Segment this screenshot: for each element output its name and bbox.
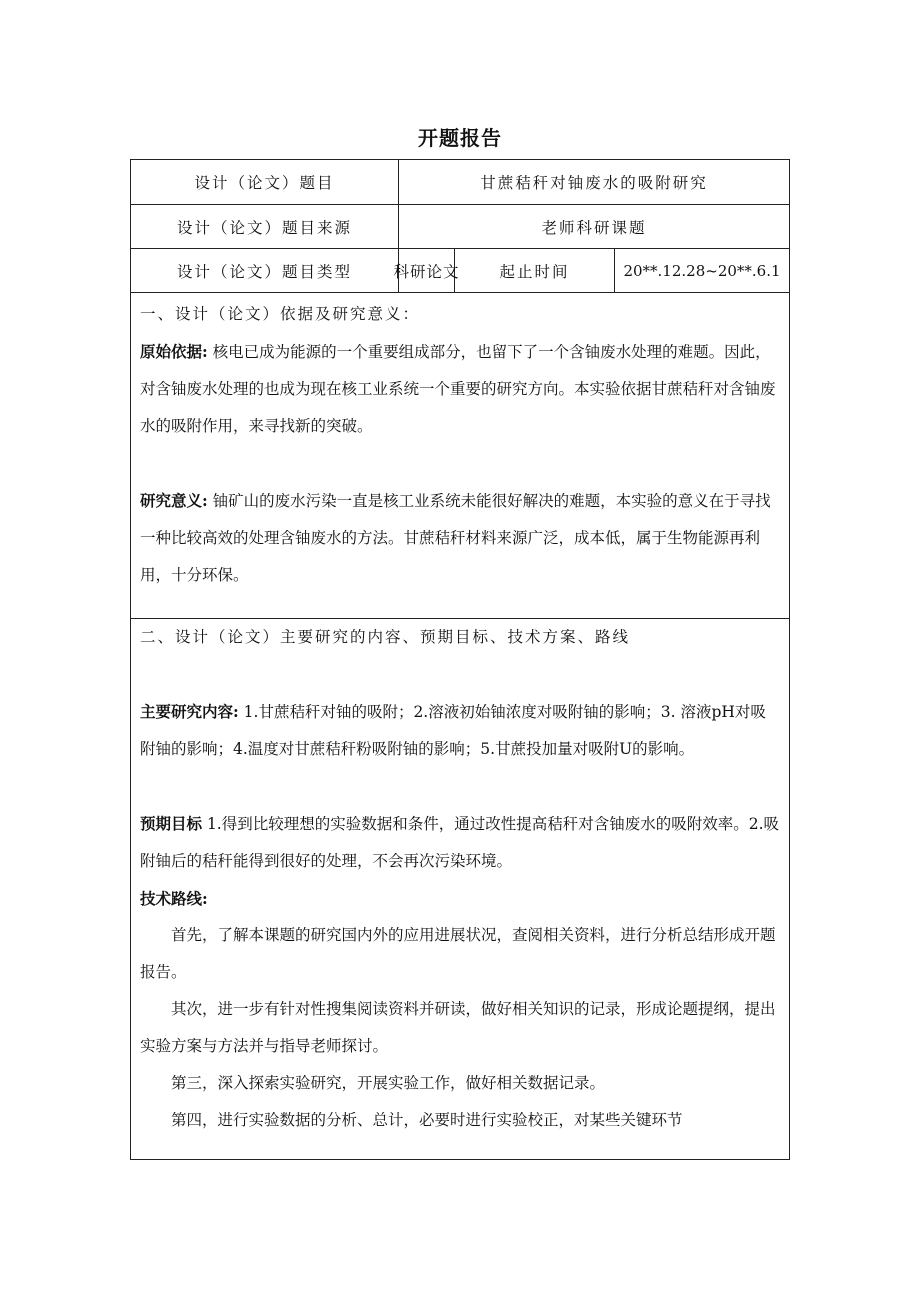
goal-label: 预期目标 xyxy=(140,814,203,833)
topic-value: 甘蔗秸秆对铀废水的吸附研究 xyxy=(480,174,708,192)
source-value: 老师科研课题 xyxy=(541,218,647,237)
row-divider xyxy=(131,292,789,293)
section-basis xyxy=(140,296,780,594)
route-step: 第四，进行实验数据的分析、总计，必要时进行实验校正，对某些关键环节 xyxy=(171,1111,683,1129)
content-label: 主要研究内容: xyxy=(140,702,239,721)
type-label: 设计（论文）题目类型 xyxy=(176,262,352,281)
section1-heading: 一、设计（论文）依据及研究意义： xyxy=(140,305,421,323)
source-label: 设计（论文）题目来源 xyxy=(176,218,352,237)
blank-line xyxy=(140,656,780,693)
goal-text: 1.得到比较理想的实验数据和条件，通过改性提高秸秆对含铀废水的吸附效率。2.吸附铀后的秸秆能得到很好的处理，不会再次污染环境。 xyxy=(140,815,780,870)
topic-label: 设计（论文）题目 xyxy=(194,174,335,192)
section2-heading: 二、设计（论文）主要研究的内容、预期目标、技术方案、路线 xyxy=(140,628,631,646)
route-step: 首先，了解本课题的研究国内外的应用进展状况，查阅相关资料，进行分析总结形成开题报告。 xyxy=(140,926,776,981)
content-paragraph xyxy=(140,693,780,768)
route-step: 第三，深入探索实验研究，开展实验工作，做好相关数据记录。 xyxy=(171,1074,606,1092)
significance-text: 铀矿山的废水污染一直是核工业系统未能很好解决的难题，本实验的意义在于寻找一种比较高效的处理含铀废水的方法。甘蔗秸秆材料来源广泛，成本低，属于生物能源再利用，十分环保。 xyxy=(140,492,771,584)
section-content xyxy=(140,619,780,1139)
period-label: 起止时间 xyxy=(499,262,570,281)
route-label: 技术路线: xyxy=(140,889,208,908)
route-step: 其次，进一步有针对性搜集阅读资料并研读，做好相关知识的记录，形成论题提纲，提出实验方案与方法并与指导老师探讨。 xyxy=(140,1000,776,1055)
content-text: 1.甘蔗秸秆对铀的吸附；2.溶液初始铀浓度对吸附铀的影响；3. 溶液pH对吸附铀的影响；4.温度对甘蔗秸秆粉吸附铀的影响；5.甘蔗投加量对吸附U的影响。 xyxy=(140,703,766,758)
basis-label: 原始依据: xyxy=(140,342,208,361)
basis-text: 核电已成为能源的一个重要组成部分，也留下了一个含铀废水处理的难题。因此，对含铀废水处理的也成为现在核工业系统一个重要的研究方向。本实验依据甘蔗秸秆对含铀废水的吸附作用，来寻找新的突破。 xyxy=(140,343,776,435)
report-table xyxy=(130,159,790,1160)
significance-paragraph xyxy=(140,482,780,594)
period-value: 20**.12.28~20**.6.1 xyxy=(623,261,781,280)
significance-label: 研究意义: xyxy=(140,491,208,510)
blank-line xyxy=(140,768,780,805)
blank-line xyxy=(140,445,780,482)
page-title: 开题报告 xyxy=(418,126,502,150)
basis-paragraph xyxy=(140,333,780,445)
goal-paragraph xyxy=(140,805,780,880)
type-value: 科研论文 xyxy=(393,262,460,281)
